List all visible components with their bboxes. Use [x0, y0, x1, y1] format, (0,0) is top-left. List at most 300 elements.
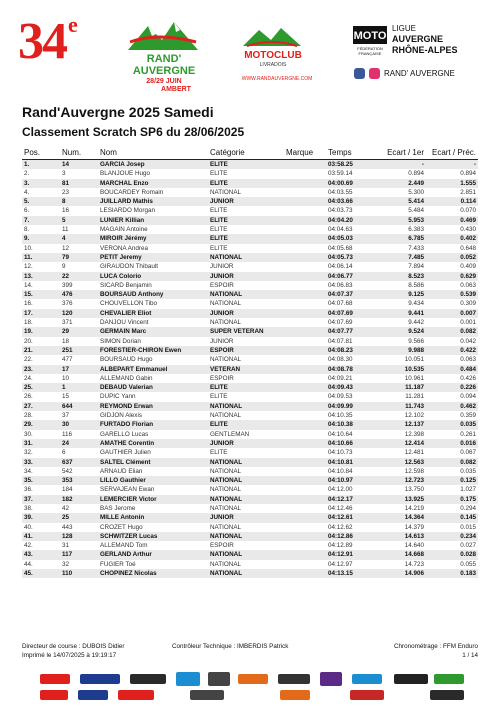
cell-ecart-1er: 9.988	[374, 346, 426, 355]
cell-marque	[284, 420, 326, 429]
cell-num: 81	[60, 179, 98, 188]
cell-categorie: ESPOIR	[210, 281, 234, 289]
cell-pos: 39.	[22, 513, 60, 522]
page-number: 1 / 14	[462, 652, 478, 659]
cell-num: 3	[62, 170, 66, 178]
cell-num: 5	[60, 216, 98, 225]
table-row	[22, 560, 478, 569]
cell-num: 4	[60, 234, 98, 243]
cell-categorie: SUPER VETERAN	[208, 327, 284, 336]
table-row	[22, 365, 478, 374]
cell-ecart-1er: 6.383	[408, 226, 424, 234]
cell-marque	[284, 160, 326, 170]
cell-temps: 04:12.62	[328, 523, 353, 531]
cell-nom: BLANJOUE Hugo	[100, 170, 151, 178]
cell-categorie: ELITE	[208, 179, 284, 188]
cell-nom: CHEVALIER Eliot	[98, 309, 208, 318]
cell-ecart-1er: 9.434	[408, 300, 424, 308]
cell-nom: FORESTIER-CHIRON Ewen	[98, 346, 208, 355]
cell-ecart-prec: 0.070	[460, 207, 476, 215]
sponsor-logo	[208, 672, 230, 686]
cell-pos: 10.	[24, 244, 33, 252]
table-row	[22, 550, 478, 559]
cell-num: 23	[62, 188, 70, 196]
cell-ecart-prec: 0.145	[426, 513, 478, 522]
cell-pos: 34.	[24, 467, 33, 475]
cell-ecart-prec: 0.001	[460, 319, 476, 327]
cell-ecart-prec: 0.052	[426, 253, 478, 262]
cell-num: 182	[60, 495, 98, 504]
cell-nom: BOURSAUD Anthony	[98, 290, 208, 299]
motoclub-logo	[225, 22, 335, 84]
table-row	[22, 253, 478, 262]
cell-ecart-prec: 0.016	[426, 439, 478, 448]
cell-ecart-1er: 14.668	[374, 550, 426, 559]
table-header-row	[22, 146, 478, 160]
cell-ecart-prec: 0.028	[426, 550, 478, 559]
cell-categorie: NATIONAL	[208, 495, 284, 504]
cell-ecart-prec: 0.007	[426, 309, 478, 318]
cell-ecart-1er: 14.640	[404, 542, 424, 550]
cell-num: 30	[60, 420, 98, 429]
table-row	[22, 523, 478, 532]
cell-pos: 22.	[24, 356, 33, 364]
sponsor-logo	[40, 690, 68, 700]
cell-temps: 04:05.73	[326, 253, 374, 262]
cell-ecart-prec: 0.094	[460, 393, 476, 401]
cell-ecart-prec: 0.082	[426, 327, 478, 336]
cell-categorie: ELITE	[208, 234, 284, 243]
cell-categorie: NATIONAL	[208, 253, 284, 262]
cell-marque	[284, 188, 326, 197]
cell-num: 443	[62, 523, 73, 531]
cell-num: 32	[62, 560, 70, 568]
sponsor-logo	[394, 674, 428, 684]
cell-nom: SICARD Benjamin	[100, 281, 152, 289]
cell-ecart-1er: 14.723	[404, 560, 424, 568]
cell-ecart-1er: 14.379	[404, 523, 424, 531]
cell-pos: 40.	[24, 523, 33, 531]
cell-temps: 04:12.00	[328, 486, 353, 494]
cell-marque	[284, 541, 326, 550]
cell-pos: 45.	[22, 569, 60, 578]
social-links	[354, 68, 455, 79]
cell-ecart-1er: 8.523	[374, 272, 426, 281]
svg-text:FÉDÉRATION: FÉDÉRATION	[357, 46, 383, 51]
cell-nom: BAS Jerome	[100, 504, 136, 512]
cell-ecart-prec: 0.484	[426, 365, 478, 374]
cell-temps: 04:12.97	[328, 560, 353, 568]
table-row	[22, 225, 478, 234]
cell-num: 376	[62, 300, 73, 308]
cell-num: 476	[60, 290, 98, 299]
table-row	[22, 216, 478, 225]
cell-ecart-1er: 7.894	[408, 263, 424, 271]
table-row	[22, 262, 478, 271]
cell-marque	[284, 318, 326, 327]
cell-ecart-1er: -	[374, 160, 426, 170]
sponsor-logo	[320, 672, 342, 686]
cell-temps: 04:03.73	[328, 207, 353, 215]
footer	[22, 643, 478, 661]
cell-ecart-prec: 0.894	[460, 170, 476, 178]
cell-categorie: ELITE	[208, 160, 284, 170]
cell-num: 31	[62, 542, 70, 550]
cell-categorie: JUNIOR	[208, 439, 284, 448]
sponsor-logo	[40, 674, 70, 684]
technical-controller: Contrôleur Technique : IMBERDIS Patrick	[172, 643, 289, 650]
cell-pos: 15.	[22, 290, 60, 299]
cell-ecart-prec: 0.430	[460, 226, 476, 234]
cell-nom: BOURSAUD Hugo	[100, 356, 153, 364]
cell-pos: 7.	[22, 216, 60, 225]
cell-temps: 04:12.89	[328, 542, 353, 550]
cell-ecart-prec: 0.226	[426, 383, 478, 392]
cell-ecart-1er: 6.785	[374, 234, 426, 243]
cell-ecart-prec: 0.359	[460, 412, 476, 420]
cell-num: 37	[62, 412, 70, 420]
instagram-icon[interactable]	[369, 68, 380, 79]
cell-temps: 04:10.64	[328, 430, 353, 438]
cell-num: 1	[60, 383, 98, 392]
cell-marque	[284, 365, 326, 374]
cell-ecart-1er: 2.449	[374, 179, 426, 188]
event-title: Rand'Auvergne 2025 Samedi	[22, 104, 214, 120]
cell-pos: 42.	[24, 542, 33, 550]
cell-ecart-prec: 0.469	[426, 216, 478, 225]
cell-temps: 04:03.66	[326, 197, 374, 206]
cell-marque	[284, 495, 326, 504]
cell-pos: 13.	[22, 272, 60, 281]
table-row	[22, 327, 478, 336]
cell-pos: 12.	[24, 263, 33, 271]
cell-pos: 38.	[24, 504, 33, 512]
cell-marque	[284, 550, 326, 559]
cell-categorie: NATIONAL	[208, 290, 284, 299]
cell-temps: 04:08.30	[328, 356, 353, 364]
table-row	[22, 430, 478, 439]
cell-pos: 17.	[22, 309, 60, 318]
table-row	[22, 402, 478, 411]
cell-categorie: JUNIOR	[208, 197, 284, 206]
cell-ecart-prec: 0.648	[460, 244, 476, 252]
cell-ecart-1er: 11.743	[374, 402, 426, 411]
cell-marque	[284, 244, 326, 253]
cell-pos: 8.	[24, 226, 30, 234]
cell-pos: 23.	[22, 365, 60, 374]
cell-num: 399	[62, 281, 73, 289]
cell-temps: 04:10.73	[328, 449, 353, 457]
cell-temps: 04:10.66	[326, 439, 374, 448]
cell-nom: ALLEMAND Gabin	[100, 374, 153, 382]
cell-num: 9	[62, 263, 66, 271]
cell-num: 117	[60, 550, 98, 559]
cell-ecart-1er: 12.481	[404, 449, 424, 457]
cell-ecart-prec: 0.309	[460, 300, 476, 308]
cell-marque	[284, 272, 326, 281]
cell-marque	[284, 532, 326, 541]
cell-temps: 04:04.63	[328, 226, 353, 234]
table-row	[22, 318, 478, 327]
edition-number: 34e	[18, 12, 76, 70]
table-row	[22, 337, 478, 346]
race-director: Directeur de course : DUBOIS Didier	[22, 643, 125, 650]
cell-nom: GIRAUDON Thibault	[100, 263, 158, 271]
cell-marque	[284, 290, 326, 299]
cell-ecart-prec: 0.063	[460, 356, 476, 364]
cell-ecart-prec: 0.462	[426, 402, 478, 411]
table-row	[22, 374, 478, 383]
cell-ecart-prec: 0.027	[460, 542, 476, 550]
cell-nom: SCHWITZER Lucas	[98, 532, 208, 541]
table-row	[22, 299, 478, 308]
cell-num: 371	[62, 319, 73, 327]
cell-num: 353	[60, 476, 98, 485]
facebook-icon[interactable]	[354, 68, 365, 79]
sponsor-logo	[352, 674, 382, 684]
col-ecart-1er: Ecart / 1er	[374, 146, 426, 160]
cell-marque	[284, 402, 326, 411]
table-row	[22, 355, 478, 364]
results-table	[22, 146, 478, 578]
cell-ecart-1er: 14.364	[374, 513, 426, 522]
cell-marque	[284, 411, 326, 420]
cell-nom: LUCA Colorio	[98, 272, 208, 281]
table-row	[22, 281, 478, 290]
cell-categorie: ELITE	[208, 383, 284, 392]
cell-categorie: JUNIOR	[210, 263, 234, 271]
cell-ecart-prec: 0.183	[426, 569, 478, 578]
table-row	[22, 420, 478, 429]
cell-nom: MARCHAL Enzo	[98, 179, 208, 188]
cell-nom: AMATHE Corentin	[98, 439, 208, 448]
cell-nom: DEBAUD Valerian	[98, 383, 208, 392]
cell-nom: GARELLO Lucas	[100, 430, 149, 438]
cell-marque	[284, 504, 326, 513]
cell-marque	[284, 337, 326, 346]
cell-nom: SIMON Dorian	[100, 337, 141, 345]
cell-categorie: JUNIOR	[208, 272, 284, 281]
cell-pos: 24.	[24, 374, 33, 382]
cell-nom: SERVAJEAN Ewan	[100, 486, 155, 494]
cell-temps: 04:12.86	[326, 532, 374, 541]
sponsor-logo	[278, 674, 310, 684]
cell-marque	[284, 523, 326, 532]
table-row	[22, 234, 478, 243]
cell-pos: 11.	[22, 253, 60, 262]
cell-temps: 04:10.38	[326, 420, 374, 429]
cell-temps: 04:06.83	[328, 281, 353, 289]
cell-nom: GERLAND Arthur	[98, 550, 208, 559]
col-marque: Marque	[284, 146, 326, 160]
cell-temps: 04:07.69	[328, 319, 353, 327]
cell-ecart-1er: 12.414	[374, 439, 426, 448]
classement-title: Classement Scratch SP6 du 28/06/2025	[22, 125, 245, 139]
cell-num: 16	[62, 207, 70, 215]
cell-ecart-1er: 14.613	[374, 532, 426, 541]
cell-ecart-1er: 12.723	[374, 476, 426, 485]
cell-pos: 2.	[24, 170, 30, 178]
timing-provider: Chronométrage : FFM Enduro	[394, 643, 478, 650]
cell-categorie: ESPOIR	[210, 542, 234, 550]
table-row	[22, 244, 478, 253]
cell-marque	[284, 206, 326, 215]
cell-nom: ALLEMAND Tom	[100, 542, 148, 550]
sponsor-logo	[280, 690, 310, 700]
table-row	[22, 513, 478, 522]
cell-ecart-prec: 1.555	[426, 179, 478, 188]
cell-marque	[284, 430, 326, 439]
cell-ecart-1er: 14.906	[374, 569, 426, 578]
cell-marque	[284, 299, 326, 308]
cell-marque	[284, 448, 326, 457]
cell-pos: 31.	[22, 439, 60, 448]
table-row	[22, 309, 478, 318]
cell-ecart-1er: 10.535	[374, 365, 426, 374]
table-row	[22, 188, 478, 197]
cell-marque	[284, 560, 326, 569]
cell-categorie: NATIONAL	[210, 486, 242, 494]
cell-pos: 43.	[22, 550, 60, 559]
cell-marque	[284, 355, 326, 364]
sponsor-logo	[350, 690, 384, 700]
cell-ecart-1er: 5.484	[408, 207, 424, 215]
cell-temps: 04:09.43	[326, 383, 374, 392]
ffm-league-text: LIGUE AUVERGNE RHÔNE-ALPES	[392, 24, 458, 55]
print-date: Imprimé le 14/07/2025 à 19:19:17	[22, 652, 117, 659]
cell-temps: 04:12.61	[326, 513, 374, 522]
cell-categorie: NATIONAL	[210, 319, 242, 327]
cell-ecart-1er: 13.925	[374, 495, 426, 504]
cell-nom: MIROIR Jérémy	[98, 234, 208, 243]
cell-num: 110	[60, 569, 98, 578]
cell-num: 11	[62, 226, 69, 234]
cell-pos: 19.	[22, 327, 60, 336]
cell-pos: 32.	[24, 449, 33, 457]
cell-temps: 04:07.81	[328, 337, 353, 345]
cell-pos: 18.	[24, 319, 33, 327]
cell-marque	[284, 374, 326, 383]
cell-pos: 36.	[24, 486, 33, 494]
cell-categorie: NATIONAL	[210, 504, 242, 512]
cell-pos: 6.	[24, 207, 30, 215]
cell-categorie: ELITE	[210, 207, 228, 215]
cell-num: 15	[62, 393, 70, 401]
cell-temps: 04:09.53	[328, 393, 353, 401]
cell-nom: LILLO Gauthier	[98, 476, 208, 485]
cell-ecart-prec: 1.027	[460, 486, 476, 494]
cell-ecart-1er: 11.281	[405, 393, 424, 401]
cell-num: 10	[62, 374, 70, 382]
cell-ecart-1er: 8.586	[408, 281, 424, 289]
cell-nom: LUNIER Killian	[98, 216, 208, 225]
cell-ecart-prec: 0.422	[426, 346, 478, 355]
cell-nom: LESIARDO Morgan	[100, 207, 155, 215]
cell-marque	[284, 281, 326, 290]
cell-pos: 16.	[24, 300, 33, 308]
sponsor-logo	[430, 690, 464, 700]
cell-temps: 04:03.55	[328, 188, 353, 196]
table-row	[22, 439, 478, 448]
cell-nom: FUGIER Toé	[100, 560, 136, 568]
cell-num: 12	[62, 244, 70, 252]
col-ecart-prec: Ecart / Préc.	[426, 146, 478, 160]
cell-pos: 25.	[22, 383, 60, 392]
cell-temps: 04:12.17	[326, 495, 374, 504]
table-row	[22, 206, 478, 215]
table-row	[22, 290, 478, 299]
cell-categorie: NATIONAL	[208, 402, 284, 411]
cell-nom: GIDJON Alexis	[100, 412, 142, 420]
cell-nom: MILLE Antonin	[98, 513, 208, 522]
cell-ecart-1er: 10.961	[404, 374, 424, 382]
cell-ecart-1er: 9.442	[408, 319, 424, 327]
cell-nom: ALBEPART Emmanuel	[98, 365, 208, 374]
cell-nom: FURTADO Florian	[98, 420, 208, 429]
cell-ecart-1er: 0.894	[408, 170, 424, 178]
cell-marque	[284, 458, 326, 467]
cell-marque	[284, 216, 326, 225]
cell-pos: 26.	[24, 393, 33, 401]
cell-temps: 04:13.15	[326, 569, 374, 578]
cell-nom: MAGAIN Antoine	[100, 226, 148, 234]
svg-text:MOTO: MOTO	[353, 30, 387, 42]
cell-marque	[284, 513, 326, 522]
cell-ecart-prec: 0.035	[426, 420, 478, 429]
cell-temps: 04:08.78	[326, 365, 374, 374]
cell-num: 79	[60, 253, 98, 262]
cell-pos: 9.	[22, 234, 60, 243]
header	[0, 0, 500, 100]
table-row	[22, 458, 478, 467]
cell-categorie: ELITE	[208, 216, 284, 225]
svg-text:WWW.RANDAUVERGNE.COM: WWW.RANDAUVERGNE.COM	[241, 76, 313, 82]
cell-nom: CHOUVELLON Tibo	[100, 300, 158, 308]
table-row	[22, 504, 478, 513]
cell-categorie: ELITE	[210, 170, 228, 178]
col-categorie: Catégorie	[208, 146, 284, 160]
cell-num: 644	[60, 402, 98, 411]
sponsor-logo	[130, 674, 166, 684]
sponsor-logo	[238, 674, 268, 684]
cell-marque	[284, 253, 326, 262]
cell-num: 637	[60, 458, 98, 467]
cell-nom: BOUCARDEY Romain	[100, 188, 164, 196]
table-row	[22, 467, 478, 476]
cell-ecart-1er: 5.414	[374, 197, 426, 206]
cell-marque	[284, 439, 326, 448]
table-row	[22, 346, 478, 355]
cell-ecart-1er: 7.433	[408, 244, 424, 252]
sponsor-strip	[30, 670, 470, 702]
cell-ecart-prec: 0.426	[460, 374, 476, 382]
table-row	[22, 272, 478, 281]
cell-pos: 3.	[22, 179, 60, 188]
cell-ecart-prec: 2.851	[460, 188, 476, 196]
svg-text:AUVERGNE: AUVERGNE	[132, 65, 196, 77]
cell-ecart-prec: 0.234	[426, 532, 478, 541]
cell-num: 14	[60, 160, 98, 170]
svg-text:FRANÇAISE: FRANÇAISE	[358, 51, 382, 56]
cell-temps: 04:10.35	[328, 412, 353, 420]
cell-nom: REYMOND Erwan	[98, 402, 208, 411]
cell-num: 25	[60, 513, 98, 522]
svg-text:AMBERT: AMBERT	[161, 86, 191, 92]
cell-categorie: NATIONAL	[210, 412, 242, 420]
cell-num: 128	[60, 532, 98, 541]
cell-ecart-1er: 7.485	[374, 253, 426, 262]
cell-num: 251	[60, 346, 98, 355]
